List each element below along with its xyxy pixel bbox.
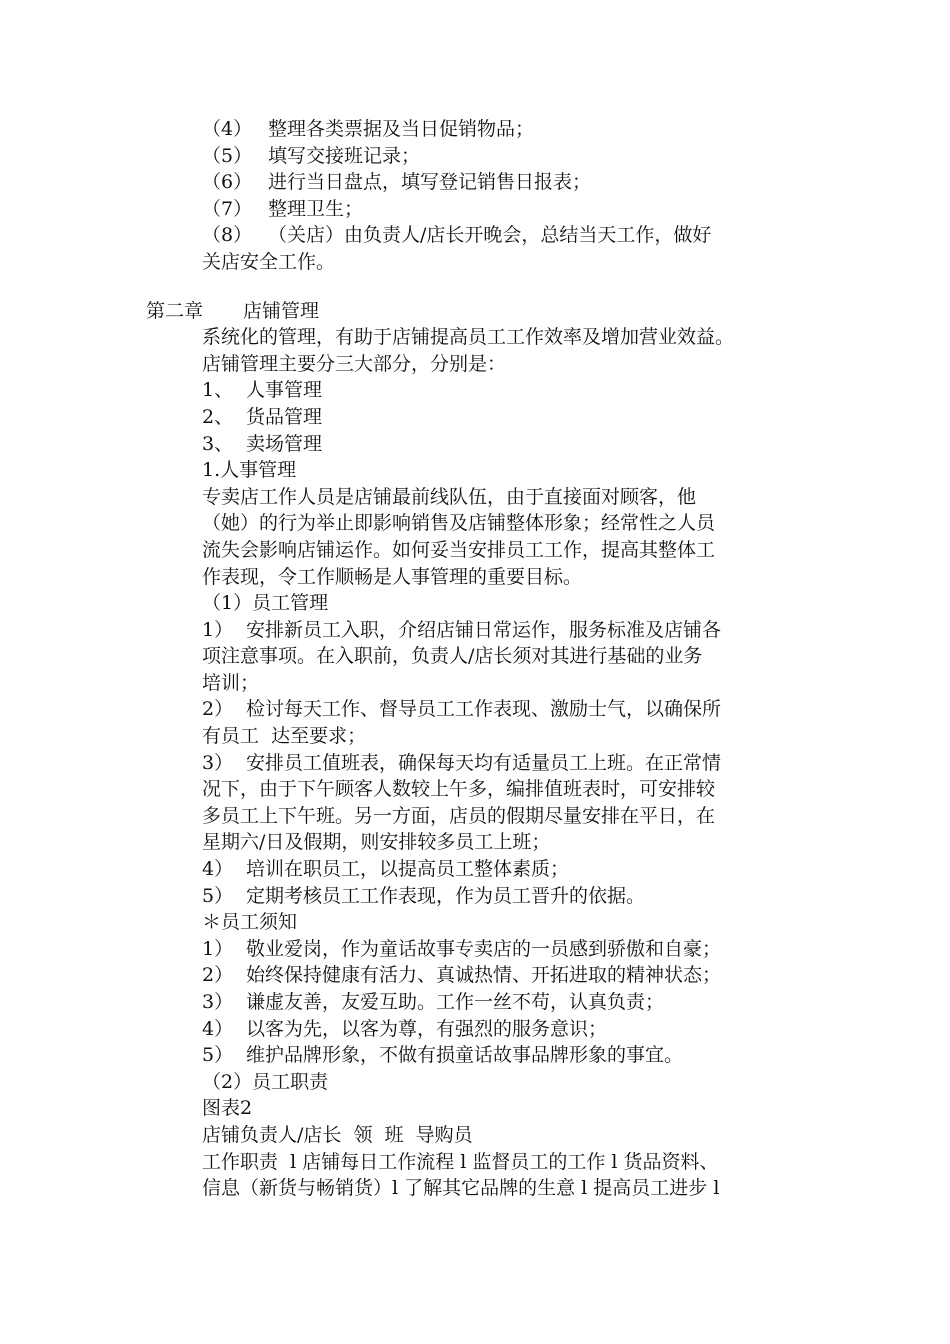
list-item — [0, 696, 950, 723]
list-item — [0, 431, 950, 458]
item-number: （7） — [202, 197, 253, 220]
list-item — [0, 750, 950, 777]
list-item — [0, 196, 950, 223]
item-number: 3、 — [202, 432, 234, 455]
item-text: 检讨每天工作、督导员工工作表现、激励士气，以确保所 — [246, 698, 722, 721]
list-item — [0, 1016, 950, 1043]
paragraph-line: 专卖店工作人员是店铺最前线队伍，由于直接面对顾客，他 — [202, 485, 697, 508]
item-text: 安排新员工入职，介绍店铺日常运作，服务标准及店铺各 — [246, 618, 722, 641]
item-number: （5） — [202, 144, 253, 167]
duties-line: 信息（新货与畅销货）l 了解其它品牌的生意 l 提高员工进步 l — [202, 1177, 720, 1200]
item-number: 1） — [202, 618, 234, 641]
intro-line: 系统化的管理，有助于店铺提高员工工作效率及增加营业效益。 — [202, 326, 735, 349]
chapter-label: 第二章 — [146, 299, 204, 322]
subsection-heading: （2）员工职责 — [202, 1070, 329, 1093]
item-number: 3） — [202, 991, 234, 1013]
item-number: 5） — [202, 1044, 234, 1067]
paragraph-line: （她）的行为举止即影响销售及店铺整体形象；经常性之人员 — [202, 512, 716, 535]
list-item — [0, 989, 950, 1016]
item-number: 4） — [202, 858, 234, 881]
item-text: 整理各类票据及当日促销物品； — [268, 118, 535, 140]
list-item-continuation: 况下，由于下午顾客人数较上午多，编排值班表时，可安排较 — [202, 778, 716, 801]
list-item — [0, 856, 950, 883]
item-number: 1） — [202, 937, 234, 960]
list-item — [0, 143, 950, 170]
item-text: 人事管理 — [246, 379, 323, 402]
list-item — [0, 1042, 950, 1069]
item-text: 谦虚友善，友爱互助。工作一丝不苟，认真负责； — [246, 991, 665, 1013]
item-number: 2） — [202, 698, 234, 721]
duties-line: 工作职责 l 店铺每日工作流程 l 监督员工的工作 l 货品资料、 — [202, 1150, 719, 1173]
item-text: 填写交接班记录； — [268, 144, 421, 167]
item-text: （关店）由负责人/店长开晚会，总结当天工作，做好 — [268, 224, 712, 247]
item-number: 2） — [202, 964, 234, 987]
chapter-heading — [0, 298, 950, 325]
chapter-title: 店铺管理 — [243, 299, 320, 322]
subsection-heading: （1）员工管理 — [202, 592, 329, 615]
spacer — [0, 276, 950, 298]
intro-line: 店铺管理主要分三大部分，分别是： — [202, 352, 507, 375]
item-number: 2、 — [202, 405, 234, 428]
item-number: 3） — [202, 751, 234, 774]
list-item — [0, 404, 950, 431]
item-number: 4） — [202, 1017, 234, 1040]
list-item-continuation: 星期六/日及假期，则安排较多员工上班； — [202, 831, 551, 854]
list-item — [0, 936, 950, 963]
list-item — [0, 222, 950, 249]
item-number: 1、 — [202, 379, 234, 402]
section-heading: 1.人事管理 — [202, 459, 297, 482]
item-text: 以客为先，以客为尊，有强烈的服务意识； — [246, 1017, 608, 1040]
list-item-continuation: 培训； — [202, 671, 260, 694]
list-item-continuation: 项注意事项。在入职前，负责人/店长须对其进行基础的业务 — [202, 645, 703, 668]
list-item — [0, 962, 950, 989]
list-item — [0, 169, 950, 196]
list-item — [0, 116, 950, 143]
figure-label: 图表2 — [202, 1097, 253, 1120]
document-body — [0, 116, 950, 1202]
paragraph-line: 流失会影响店铺运作。如何妥当安排员工工作，提高其整体工 — [202, 538, 716, 561]
item-text: 整理卫生； — [268, 197, 364, 220]
list-item — [0, 377, 950, 404]
item-text: 卖场管理 — [246, 432, 323, 455]
item-text: 维护品牌形象，不做有损童话故事品牌形象的事宜。 — [246, 1044, 684, 1067]
list-item-continuation: 关店安全工作。 — [202, 250, 336, 273]
list-item-continuation: 多员工上下午班。另一方面，店员的假期尽量安排在平日，在 — [202, 804, 716, 827]
item-number: 5） — [202, 884, 234, 907]
item-number: （6） — [202, 171, 253, 194]
item-text: 敬业爱岗，作为童话故事专卖店的一员感到骄傲和自豪； — [246, 937, 722, 960]
item-text: 培训在职员工，以提高员工整体素质； — [246, 858, 570, 881]
subsection-heading: ＊员工须知 — [202, 911, 298, 934]
list-item — [0, 617, 950, 644]
list-item — [0, 883, 950, 910]
item-text: 定期考核员工工作表现，作为员工晋升的依据。 — [246, 884, 646, 907]
paragraph-line: 作表现，令工作顺畅是人事管理的重要目标。 — [202, 565, 583, 588]
roles-line: 店铺负责人/店长 领 班 导购员 — [202, 1123, 473, 1146]
item-number: （8） — [202, 224, 253, 247]
item-text: 货品管理 — [246, 405, 323, 428]
list-item-continuation: 有员工 达至要求； — [202, 725, 367, 748]
item-text: 始终保持健康有活力、真诚热情、开拓进取的精神状态； — [246, 964, 722, 987]
item-text: 安排员工值班表，确保每天均有适量员工上班。在正常情 — [246, 751, 722, 774]
item-number: （4） — [202, 118, 253, 140]
item-text: 进行当日盘点，填写登记销售日报表； — [268, 171, 592, 194]
